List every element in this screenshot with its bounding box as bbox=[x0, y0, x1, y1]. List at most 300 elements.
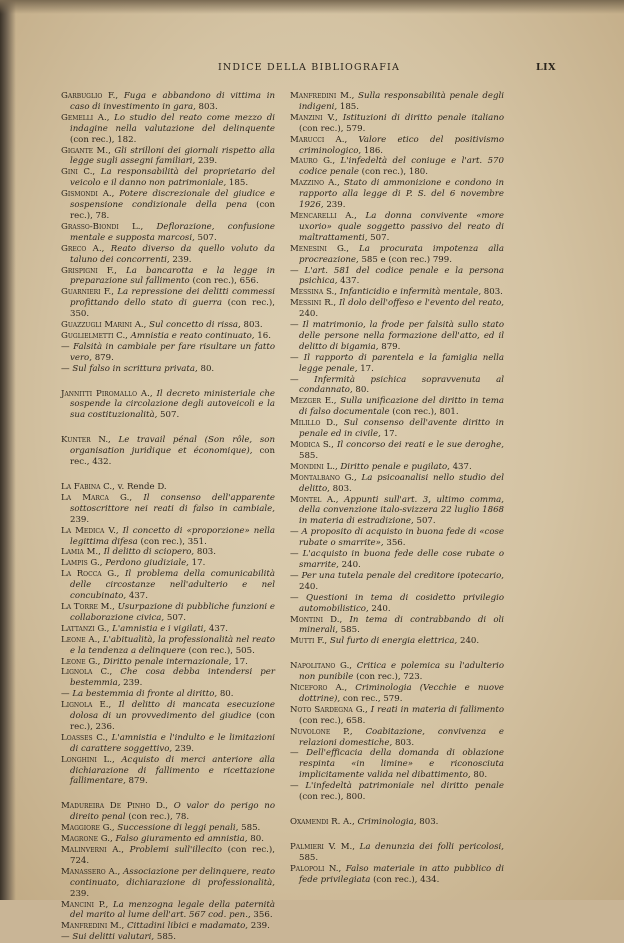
entry-reference: (con rec.), 724. bbox=[70, 845, 275, 866]
entry-author: Loasses C., bbox=[61, 732, 108, 743]
bibliography-entry bbox=[61, 845, 275, 867]
entry-author: Manfredini M., bbox=[61, 921, 125, 932]
entry-title: L'acquisto in buona fede delle cose rubate o smarrite, bbox=[299, 549, 504, 570]
bibliography-entry bbox=[290, 495, 504, 528]
entry-author: Montalbano G., bbox=[290, 472, 357, 483]
entry-reference: 585. bbox=[154, 932, 177, 943]
entry-reference: 240. bbox=[457, 636, 480, 647]
entry-author: Madureira De Pinho D., bbox=[61, 801, 169, 812]
bibliography-entry bbox=[290, 418, 504, 440]
entry-author: Lattanzi G., bbox=[61, 623, 110, 634]
bibliography-entry bbox=[290, 375, 504, 397]
entry-author: Greco A., bbox=[61, 243, 105, 254]
left-column bbox=[61, 91, 275, 943]
entry-author: Gini C., bbox=[61, 167, 96, 178]
bibliography-entry bbox=[290, 473, 504, 495]
entry-reference: 803. bbox=[481, 287, 503, 298]
bibliography-entry bbox=[290, 298, 504, 320]
entry-title: Istituzioni di diritto penale italiano bbox=[342, 112, 504, 123]
entry-reference: 585 e (con rec.) 799. bbox=[358, 254, 452, 265]
entry-author: La Torre M., bbox=[61, 601, 115, 612]
entry-reference: 239. bbox=[248, 921, 270, 932]
entry-title: Problemi sull'illecito bbox=[129, 845, 222, 855]
entry-author: — bbox=[290, 374, 299, 385]
entry-reference: 507. bbox=[164, 612, 187, 623]
entry-reference: 239. bbox=[169, 254, 192, 265]
bibliography-entry bbox=[61, 932, 275, 943]
entry-reference: 803. bbox=[194, 547, 216, 558]
bibliography-entry bbox=[290, 864, 504, 886]
entry-reference: 240. bbox=[368, 603, 391, 614]
entry-author: Milillo D., bbox=[290, 418, 339, 429]
entry-author: Menesini G., bbox=[290, 243, 349, 254]
entry-title: Il delitto di mancata esecuzione dolosa di un provvedimento del giudice bbox=[70, 700, 275, 722]
entry-reference: 585. bbox=[299, 852, 319, 863]
entry-reference: (con rec.), 434. bbox=[370, 874, 440, 885]
entry-author: Messina S., bbox=[290, 287, 338, 298]
bibliography-entry bbox=[61, 624, 275, 635]
entry-title: Associazione per delinquere, reato continuato, dichiarazione di professionalità, bbox=[70, 866, 275, 888]
entry-reference: (con rec.), 656. bbox=[189, 276, 259, 287]
entry-author: Lignola E., bbox=[61, 700, 112, 711]
entry-author: Mauro G., bbox=[290, 156, 336, 167]
entry-reference: (con rec.), 800. bbox=[299, 792, 366, 803]
entry-gap bbox=[61, 421, 275, 435]
entry-title: L'abitualità, la professionalità nel reato e la tendenza a delinquere bbox=[70, 634, 276, 656]
entry-author: Gigante M., bbox=[61, 145, 111, 156]
page-top-edge bbox=[0, 0, 624, 14]
entry-title: La responsabilità del proprietario del veicolo e il danno non patrimoniale, bbox=[70, 167, 276, 189]
entry-reference: 80. bbox=[247, 834, 264, 845]
entry-reference: 240. bbox=[299, 309, 319, 320]
entry-author: Messini R., bbox=[290, 298, 337, 309]
entry-reference: (con rec.), 182. bbox=[70, 134, 137, 145]
entry-title: Questioni in tema di cosidetto privilegio automobilistico, bbox=[299, 592, 504, 614]
entry-reference: 80. bbox=[197, 363, 215, 374]
entry-title: Il consenso dell'apparente sottoscrittore nei reati di falso in cambiale, bbox=[70, 492, 275, 514]
bibliography-entry bbox=[290, 244, 504, 266]
bibliography-entry bbox=[61, 389, 275, 422]
entry-author: — bbox=[290, 320, 299, 331]
entry-title: La menzogna legale della paternità del marito al lume dell'art. 567 cod. pen., bbox=[70, 899, 276, 921]
entry-gap bbox=[290, 828, 504, 842]
entry-title: Sulla unificazione del diritto in tema di falso documentale bbox=[299, 396, 504, 418]
bibliography-entry bbox=[290, 287, 504, 298]
entry-author: Niceforo A., bbox=[290, 683, 348, 694]
entry-reference: 240. bbox=[299, 581, 319, 592]
entry-reference: 803. bbox=[392, 737, 415, 748]
entry-title: Critica e polemica su l'adulterio non punibile bbox=[299, 661, 504, 683]
entry-reference: 185. bbox=[337, 101, 360, 112]
bibliography-entry bbox=[61, 657, 275, 668]
entry-reference: 17. bbox=[231, 656, 248, 667]
entry-title: Il decreto ministeriale che sospende la circolazione degli autoveicoli e la sua costituzionalità, bbox=[70, 388, 275, 421]
entry-title: Sul consenso dell'avente diritto in penale ed in civile, bbox=[299, 418, 504, 440]
bibliography-entry bbox=[61, 342, 275, 364]
entry-author: — bbox=[61, 689, 70, 700]
bibliography-entry bbox=[61, 364, 275, 375]
entry-gap bbox=[290, 647, 504, 661]
bibliography-entry bbox=[290, 211, 504, 244]
entry-reference: (con rec.), 236. bbox=[70, 711, 275, 732]
entry-title: Che cosa debba intendersi per bestemmia, bbox=[70, 667, 275, 689]
entry-author: — bbox=[290, 748, 299, 759]
entry-author: Leone G., bbox=[61, 656, 101, 667]
entry-author: — bbox=[290, 549, 299, 560]
entry-reference: 437. bbox=[126, 591, 149, 602]
entry-title: Il delitto di sciopero, bbox=[103, 547, 195, 558]
entry-reference: 803. bbox=[240, 320, 263, 331]
bibliography-entry bbox=[290, 781, 504, 803]
bibliography-entry bbox=[290, 266, 504, 288]
entry-author: Lampis G., bbox=[61, 558, 103, 569]
entry-title: L'infedeltà del coniuge e l'art. 570 codice penale bbox=[299, 156, 504, 178]
entry-title: Deflorazione, confusione mentale e supposta marcosi, bbox=[70, 221, 275, 243]
bibliography-entry bbox=[290, 396, 504, 418]
entry-author: Guglielmetti C., bbox=[61, 330, 128, 341]
entry-author: Oxamendi R. A., bbox=[290, 817, 355, 827]
entry-title: Valore etico del positivismo criminologico, bbox=[299, 134, 504, 156]
bibliography-entry bbox=[61, 547, 275, 558]
bibliography-entry bbox=[290, 615, 504, 637]
bibliography-entry bbox=[290, 705, 504, 727]
bibliography-entry bbox=[290, 661, 504, 683]
entry-title: Cittadini libici e madamato, bbox=[126, 921, 248, 932]
entry-reference: 437. bbox=[337, 276, 360, 287]
entry-title: Diritto penale internazionale, bbox=[103, 656, 232, 667]
book-spine-shadow bbox=[0, 0, 16, 900]
entry-reference: (con rec.), 801. bbox=[389, 407, 459, 418]
entry-reference: 507. bbox=[194, 232, 217, 243]
entry-author: La Medica V., bbox=[61, 525, 119, 536]
entry-author: Guazzugli Marini A., bbox=[61, 320, 147, 331]
entry-author: Manassero A., bbox=[61, 866, 121, 877]
bibliography-entry bbox=[61, 167, 275, 189]
bibliography-entry bbox=[290, 156, 504, 178]
bibliography-entry bbox=[61, 558, 275, 569]
bibliography-entry bbox=[61, 834, 275, 845]
entry-author: — bbox=[61, 341, 70, 352]
entry-gap bbox=[61, 787, 275, 801]
entry-reference: (con rec.), 78. bbox=[70, 200, 276, 221]
entry-title: Criminologia (Vecchie e nuove dottrine), bbox=[299, 683, 505, 704]
bibliography-entry bbox=[290, 571, 504, 593]
entry-author: Manfredini M., bbox=[290, 91, 355, 101]
entry-title: Criminologia, bbox=[357, 817, 417, 827]
entry-author: — bbox=[290, 570, 299, 581]
entry-title: Usurpazione di pubbliche funzioni e collaborazione civica, bbox=[70, 601, 275, 623]
entry-reference: (con rec.), 579. bbox=[299, 123, 366, 134]
entry-gap bbox=[290, 803, 504, 817]
bibliography-entry bbox=[61, 113, 275, 146]
bibliography-entry bbox=[61, 331, 275, 342]
entry-reference: 507. bbox=[157, 410, 180, 421]
bibliography-entry bbox=[61, 569, 275, 602]
entry-author: — bbox=[290, 592, 299, 603]
entry-author: Longhini L., bbox=[61, 754, 115, 765]
bibliography-entry bbox=[61, 482, 275, 493]
bibliography-entry bbox=[61, 921, 275, 932]
entry-author: Palopoli N., bbox=[290, 863, 342, 874]
entry-reference: 879. bbox=[125, 776, 148, 787]
bibliography-entry bbox=[290, 113, 504, 135]
bibliography-entry bbox=[61, 493, 275, 526]
entry-author: Gismondi A., bbox=[61, 189, 115, 200]
bibliography-entry bbox=[290, 683, 504, 705]
entry-title: Il concorso dei reati e le sue deroghe, bbox=[336, 440, 504, 450]
entry-title: Infermità psichica sopravvenuta al condannato, bbox=[299, 374, 504, 396]
entry-reference: 17. bbox=[357, 363, 374, 374]
bibliography-entry bbox=[290, 549, 504, 571]
entry-author: Magrone G., bbox=[61, 834, 113, 845]
entry-reference: 17. bbox=[380, 429, 398, 440]
entry-author: — bbox=[61, 932, 70, 943]
entry-reference: con rec., 579. bbox=[340, 693, 403, 704]
bibliography-entry bbox=[61, 801, 275, 823]
header-title: INDICE DELLA BIBLIOGRAFIA bbox=[217, 62, 401, 73]
entry-reference: 879. bbox=[91, 352, 114, 363]
entry-title: Sul falso in scrittura privata, bbox=[72, 363, 198, 374]
bibliography-entry bbox=[290, 178, 504, 211]
bibliography-entry bbox=[61, 867, 275, 900]
entry-author: Montini D., bbox=[290, 614, 343, 625]
bibliography-entry bbox=[61, 320, 275, 331]
bibliography-entry bbox=[61, 189, 275, 222]
bibliography-entry bbox=[61, 526, 275, 548]
entry-title: La procurata impotenza alla procreazione, bbox=[299, 243, 505, 265]
entry-reference: 239. bbox=[70, 888, 90, 899]
entry-reference: con rec., 432. bbox=[70, 446, 275, 468]
bibliography-entry bbox=[61, 667, 275, 689]
entry-reference: (con rec.), 78. bbox=[125, 812, 190, 823]
entry-title: Il problema della comunicabilità delle circostanze nell'adulterio e nel concubinato, bbox=[70, 569, 276, 602]
bibliography-entry bbox=[61, 287, 275, 320]
entry-author: — bbox=[290, 352, 299, 363]
entry-title: Amnistia e reato continuato, bbox=[130, 330, 255, 341]
entry-author: Mencarelli A., bbox=[290, 210, 357, 221]
entry-author: Manzini V., bbox=[290, 112, 338, 123]
entry-reference: 585. bbox=[238, 823, 261, 834]
entry-title: Gli strilloni dei giornali rispetto alla legge sugli assegni familiari, bbox=[70, 145, 275, 167]
bibliography-entry bbox=[290, 135, 504, 157]
entry-title: Le travail pénal (Son rôle, son organisation juridique et économique), bbox=[70, 435, 276, 457]
bibliography-entry bbox=[61, 900, 275, 922]
entry-reference: 185. bbox=[226, 178, 249, 189]
entry-title: L'art. 581 del codice penale e la persona psichica, bbox=[299, 265, 504, 287]
entry-author: Guarnieri F., bbox=[61, 287, 114, 298]
entry-reference: 356. bbox=[383, 538, 406, 549]
entry-title: In tema di contrabbando di oli minerali, bbox=[299, 614, 504, 636]
entry-author: Mazzino A., bbox=[290, 178, 340, 189]
entry-title: Stato di ammonizione e condono in rapporto alla legge di P. S. del 6 novembre 1926, bbox=[299, 178, 504, 211]
entry-reference: 879. bbox=[378, 341, 401, 352]
entry-author: Nuvolone P., bbox=[290, 726, 353, 737]
entry-author: — bbox=[61, 363, 70, 374]
bibliography-entry bbox=[61, 602, 275, 624]
entry-reference: (con rec.), 180. bbox=[358, 167, 428, 178]
entry-author: Kunter N., bbox=[61, 435, 111, 446]
entry-reference: 240. bbox=[338, 559, 361, 570]
entry-reference: 186. bbox=[361, 145, 384, 156]
entry-author: Napolitano G., bbox=[290, 661, 353, 672]
entry-author: Garbuglio F., bbox=[61, 91, 119, 101]
entry-author: Mutti F., bbox=[290, 636, 328, 647]
entry-reference: 80. bbox=[217, 689, 234, 700]
entry-reference: (con rec.), 658. bbox=[299, 715, 366, 726]
entry-author: Lignola C., bbox=[61, 667, 113, 678]
entry-title: L'amnistia e i vigilati, bbox=[112, 623, 207, 634]
entry-reference: 239. bbox=[172, 743, 195, 754]
entry-author: Montel A., bbox=[290, 494, 339, 505]
entry-reference: 437. bbox=[206, 623, 229, 634]
entry-reference: 356. bbox=[250, 910, 273, 921]
bibliography-entry bbox=[290, 320, 504, 353]
entry-title: Successione di leggi penali, bbox=[117, 823, 239, 834]
bibliography-entry bbox=[290, 527, 504, 549]
bibliography-entry bbox=[290, 748, 504, 781]
entry-title: Il dolo dell'offeso e l'evento del reato, bbox=[339, 298, 504, 309]
bibliography-entry bbox=[290, 353, 504, 375]
bibliography-entry bbox=[61, 435, 275, 468]
entry-title: Il matrimonio, la frode per falsità sullo stato delle persone nella formazione dell'atto, ed il delitto di bigamia, bbox=[299, 320, 505, 352]
bibliography-entry bbox=[61, 733, 275, 755]
right-column bbox=[290, 91, 504, 886]
bibliography-entry bbox=[61, 91, 275, 113]
entry-author: Grasso-Biondi L., bbox=[61, 221, 144, 232]
bibliography-entry bbox=[290, 727, 504, 749]
entry-reference: 585. bbox=[337, 625, 360, 636]
entry-title: Potere discrezionale del giudice e sospensione condizionale della pena bbox=[70, 189, 276, 211]
entry-reference: (con rec.), 505. bbox=[185, 645, 255, 656]
entry-reference: (con rec.), 350. bbox=[70, 298, 275, 320]
entry-reference: 80. bbox=[352, 385, 370, 396]
entry-reference: 17. bbox=[188, 558, 206, 569]
entry-author: Grispigni F., bbox=[61, 265, 117, 276]
bibliography-entry bbox=[290, 817, 504, 828]
bibliography-entry bbox=[61, 700, 275, 733]
entry-title: Dell'efficacia della domanda di oblazione respinta «in limine» e riconosciuta implicitamente valida nel dibattimento, bbox=[299, 748, 504, 781]
entry-title: Sul concetto di rissa, bbox=[149, 320, 241, 331]
entry-title: La bestemmia di fronte al diritto, bbox=[72, 689, 218, 700]
entry-author: — bbox=[290, 527, 299, 538]
entry-title: Il rapporto di parentela e la famiglia nella legge penale, bbox=[299, 352, 504, 374]
entry-reference: 585. bbox=[299, 450, 319, 461]
bibliography-entry bbox=[61, 689, 275, 700]
entry-author: La Fabina C., bbox=[61, 482, 115, 492]
entry-author: Mezger E., bbox=[290, 396, 337, 407]
entry-author: La Marca G., bbox=[61, 492, 133, 503]
entry-author: — bbox=[290, 265, 299, 276]
entry-gap bbox=[61, 375, 275, 389]
page-number: LIX bbox=[536, 62, 556, 73]
entry-reference: (con rec.), 351. bbox=[137, 536, 207, 547]
entry-author: Leone A., bbox=[61, 634, 101, 645]
entry-title: Fuga e abbandono di vittima in caso di investimento in gara, bbox=[70, 91, 275, 112]
entry-title: Lo studio del reato come mezzo di indagine nella valutazione del delinquente bbox=[70, 112, 276, 134]
entry-title: Perdono giudiziale, bbox=[105, 558, 189, 569]
entry-title: La denunzia dei folli pericolosi, bbox=[359, 841, 504, 852]
entry-author: Malinverni A., bbox=[61, 845, 124, 855]
entry-title: Falso materiale in atto pubblico di fede privilegiata bbox=[299, 863, 504, 885]
entry-author: Jannitti Piromallo A., bbox=[61, 388, 153, 399]
entry-title: La psicoanalisi nello studio del delitto, bbox=[299, 472, 505, 494]
entry-reference: 239. bbox=[323, 200, 346, 211]
entry-reference: 239. bbox=[120, 678, 143, 689]
entry-title: La repressione dei delitti commessi profittando dello stato di guerra bbox=[70, 287, 275, 309]
running-header bbox=[62, 62, 556, 78]
entry-title: Acquisto di merci anteriore alla dichiarazione di fallimento e ricettazione fallimentare, bbox=[70, 754, 276, 787]
entry-title: L'amnistia e l'indulto e le limitazioni di carattere soggettivo, bbox=[70, 732, 275, 754]
entry-reference: 803. bbox=[416, 817, 439, 827]
entry-reference: v. Rende D. bbox=[117, 482, 167, 492]
bibliography-entry bbox=[61, 146, 275, 168]
bibliography-entry bbox=[61, 635, 275, 657]
bibliography-entry bbox=[290, 842, 504, 864]
bibliography-entry bbox=[290, 91, 504, 113]
entry-reference: 437. bbox=[449, 461, 472, 472]
entry-gap bbox=[61, 468, 275, 482]
entry-reference: 803. bbox=[329, 483, 352, 494]
entry-title: Diritto penale e pugilato, bbox=[340, 461, 450, 472]
entry-title: La bancarotta e la legge in preparazione sul fallimento bbox=[70, 265, 275, 287]
entry-author: Modica S., bbox=[290, 440, 334, 450]
entry-reference: 80. bbox=[470, 770, 488, 781]
entry-reference: 239. bbox=[195, 156, 218, 167]
bibliography-entry bbox=[61, 244, 275, 266]
entry-title: L'infedeltà patrimoniale nel diritto penale bbox=[305, 781, 504, 792]
entry-title: A proposito di acquisto in buona fede di «cose rubate o smarrite», bbox=[299, 527, 504, 549]
bibliography-entry bbox=[290, 593, 504, 615]
entry-title: La donna convivente «more uxorio» quale soggetto passivo del reato di maltrattamenti, bbox=[299, 210, 504, 243]
entry-author: Palmieri V. M., bbox=[290, 841, 355, 852]
entry-title: Infanticidio e infermità mentale, bbox=[339, 287, 482, 298]
entry-reference: 239. bbox=[70, 514, 90, 525]
bibliography-entry bbox=[61, 222, 275, 244]
entry-author: Noto Sardegna G., bbox=[290, 704, 368, 715]
entry-author: Marucci A., bbox=[290, 134, 348, 145]
bibliography-entry bbox=[290, 636, 504, 647]
entry-reference: 803. bbox=[195, 101, 218, 112]
entry-title: Per una tutela penale del creditore ipotecario, bbox=[301, 570, 504, 581]
entry-title: Sulla responsabilità penale degli indigeni, bbox=[299, 91, 504, 112]
entry-title: Sul furto di energia elettrica, bbox=[329, 636, 458, 647]
entry-author: Lamia M., bbox=[61, 547, 101, 558]
entry-reference: (con rec.), 723. bbox=[353, 672, 423, 683]
entry-author: Mondini L., bbox=[290, 461, 338, 472]
entry-author: — bbox=[290, 781, 299, 792]
bibliography-entry bbox=[290, 462, 504, 473]
entry-title: Reato diverso da quello voluto da taluno dei concorrenti, bbox=[70, 243, 275, 265]
bibliography-entry bbox=[61, 755, 275, 788]
entry-title: Appunti sull'art. 3, ultimo comma, della convenzione italo-svizzera 22 luglio 1868 in materia di estradizione, bbox=[299, 494, 504, 527]
entry-author: Gemelli A., bbox=[61, 112, 110, 123]
bibliography-entry bbox=[61, 823, 275, 834]
entry-title: Coabitazione, convivenza e relazioni domestiche, bbox=[299, 726, 504, 748]
entry-title: I reati in materia di fallimento bbox=[370, 704, 504, 715]
entry-author: La Rocca G., bbox=[61, 569, 120, 580]
entry-reference: 16. bbox=[254, 330, 271, 341]
entry-title: Falsità in cambiale per fare risultare un fatto vero, bbox=[70, 341, 275, 363]
entry-title: Falso giuramento ed amnistia, bbox=[115, 834, 248, 845]
entry-reference: 507. bbox=[367, 232, 390, 243]
entry-author: Mancini P., bbox=[61, 899, 109, 910]
entry-title: O valor do perigo no direito penal bbox=[70, 801, 275, 823]
entry-title: Il concetto di «proporzione» nella legittima difesa bbox=[70, 525, 275, 547]
bibliography-entry bbox=[290, 440, 504, 462]
entry-reference: 507. bbox=[413, 516, 436, 527]
entry-author: Maggiore G., bbox=[61, 823, 115, 834]
bibliography-entry bbox=[61, 266, 275, 288]
